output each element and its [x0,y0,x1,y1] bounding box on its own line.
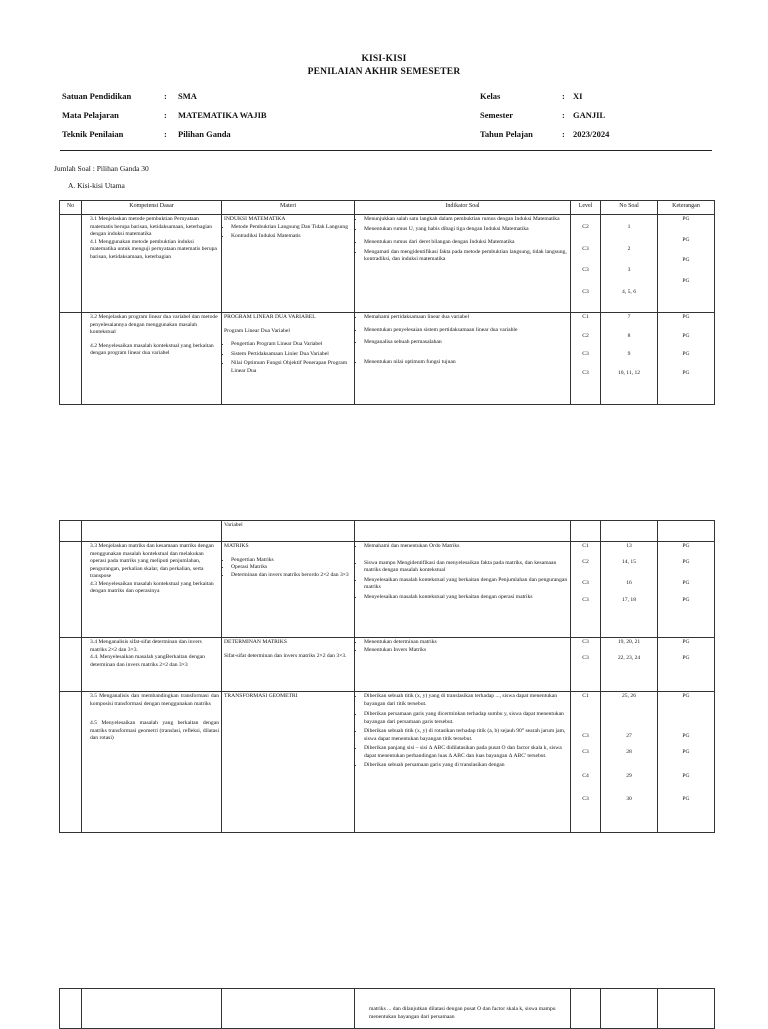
keterangan-value: PG [682,732,690,739]
indikator-continuation-text: matriks ... dan dilanjutkan dilatasi dengan pusat O dan factor skala k, siswa mampu menentukan bayangan dari persamaan [369,1006,556,1020]
keterangan-value: PG [682,236,690,243]
no-soal-value: 8 [627,332,631,339]
header-no: No [60,201,82,215]
keterangan-value: PG [682,596,690,603]
level-value: C3 [582,732,589,739]
table-row [60,521,715,542]
teknik-value: Pilihan Ganda [178,129,231,139]
kelas-value: XI [573,91,583,101]
level-value: C3 [582,245,589,252]
indikator-item: • Menentukan rumus dari deret bilangan dengan Induksi Matematika [364,239,568,247]
indikator-item: • Menentukan determinan matriks [364,639,568,647]
no-soal-value: 29 [626,772,632,779]
materi-item: • Metode Pembuktian Langsung Dan Tidak Langsung [231,224,352,232]
keterangan-value: PG [682,796,690,803]
keterangan-value: PG [682,749,690,756]
colon: : [164,129,167,139]
level-value: C2 [582,558,589,565]
no-soal-value: 2 [627,245,631,252]
keterangan-value: PG [682,257,690,264]
level-value: C3 [582,288,589,295]
keterangan-value: PG [682,654,690,661]
kd-cell [82,692,222,833]
keterangan-value: PG [682,580,690,587]
materi-item: • Determinan dan invers matriks berordo 2×2 dan 3×3 [231,572,352,580]
no-soal-value: 25, 26 [622,693,636,699]
no-soal-cell [601,215,658,313]
level-value: C3 [582,654,589,661]
indikator-item: • Diberikan panjang sisi – sisi Δ ABC didilatasikan pada pusat O dan factor skala k, siswa dapat menentukan perbandingan luas Δ ABC dan luas bayangan Δ ABC' tersebut. [364,745,568,760]
materi-cell [222,638,355,692]
keterangan-value: PG [682,277,690,284]
level-value: C4 [582,772,589,779]
no-soal-cell [601,542,658,638]
no-soal-cell [601,313,658,405]
header-indikator: Indikator Soal [355,201,571,215]
no-soal-value: 13 [626,543,632,549]
colon: : [562,110,565,120]
no-soal-value: 19, 20, 21 [617,639,641,645]
level-value: C3 [582,749,589,756]
keterangan-cell [658,638,715,692]
materi-title: DETERMINAN MATRIKS [224,639,287,645]
keterangan-cell [658,215,715,313]
no-soal-value: 16 [626,580,632,587]
materi-subtitle: Program Linear Dua Variabel [224,327,290,334]
header-level: Level [571,201,601,215]
kd-text: 3.5 Menganalisis dan membandingkan transformasi dan komposisi transformasi dengan menggunakan matriks [90,693,219,707]
materi-item: • Pengertian Matriks [231,557,352,565]
table-row [60,215,715,313]
level-value: C3 [582,580,589,587]
indikator-item: • Menentukan nilai optimum fungsi tujuan [364,359,568,367]
indikator-cell [355,692,571,833]
materi-item: • Kontradiksi Induksi Matematis [231,233,352,241]
level-value: C1 [582,314,589,320]
materi-title: TRANSFORMASI GEOMETRI [224,693,298,699]
indikator-item: • Diberikan sebuah persamaan garis yang di translasikan dengan [364,762,568,770]
indikator-item: • Memahami dan menentukan Ordo Matriks [364,543,568,551]
level-value: C2 [582,332,589,339]
indikator-item: • Menentukan rumus U, yang habis dibagi tiga dengan Induksi Matematika [364,226,568,234]
keterangan-value: PG [682,639,690,645]
keterangan-value: PG [682,693,690,699]
no-soal-value: 28 [626,749,632,756]
indikator-item: • Menganalisa sebuah permasalahan [364,339,568,347]
materi-item: • Pengertian Program Linear Dua Variabel [231,341,352,349]
no-soal-value: 3 [627,267,631,274]
indikator-item: • Menunjukkan salah satu langkah dalam pembuktian rumus dengan Induksi Matematika [364,216,568,224]
satuan-label: Satuan Pendidikan [62,91,132,101]
indikator-item: • Menyelesaikan masalah kontekstual yang berkaitan dengan Penjumlahan dan pengurangan matriks [364,577,568,592]
materi-title: MATRIKS [224,543,249,549]
no-soal-value: 22, 23, 24 [617,654,641,661]
materi-cell [222,542,355,638]
materi-item: • Nilai Optimum Fungsi Objektif Penerapan Program Linear Dua [231,360,352,375]
indikator-item: • Menentukan penyelesaian sistem pertidaksamaan linear dua variable [364,327,568,335]
table-row [60,989,715,1029]
header-materi: Materi [222,201,355,215]
semester-value: GANJIL [573,110,606,120]
kd-cell [82,638,222,692]
keterangan-value: PG [682,332,690,339]
keterangan-value: PG [682,543,690,549]
kd-text: 3.2 Menjelaskan program linear dua variabel dan metode penyelesaiannya dengan menggunakan masalah kontekstual [90,314,218,336]
materi-subtitle: Sifat-sifat determinan dan invers matriks 2×2 dan 3×3. [224,652,347,659]
table-row [60,542,715,638]
materi-cell [222,692,355,833]
kd-text: 4.3 Menyelesaikan masalah kontekstual yang berkaitan dengan matriks dan operasinya [90,580,214,595]
no-soal-value: 9 [627,351,631,358]
keterangan-value: PG [682,369,690,376]
materi-title: PROGRAM LINEAR DUA VARIABEL [224,314,316,320]
keterangan-value: PG [682,314,690,320]
table-row [60,313,715,405]
indikator-item: • Memahami pertidaksamaan linear dua variabel [364,314,568,322]
no-soal-value: 7 [627,314,631,320]
level-value: C3 [582,796,589,803]
no-soal-value: 27 [626,732,632,739]
kd-cell [82,215,222,313]
doc-title-line2: PENILAIAN AKHIR SEMESETER [307,67,461,77]
materi-item: • Sistem Pertidaksamaan Linier Dua Variabel [231,351,352,359]
tahun-value: 2023/2024 [573,129,610,139]
satuan-value: SMA [178,91,197,101]
colon: : [164,110,167,120]
header-divider [60,150,712,151]
kd-text: 4.4. Menyelesaikan masalah yangBerkaitan dengan determinan dan invers matriks 2×2 dan 3×3 [90,654,205,668]
kd-text: 4.5 Menyelesaikan masalah yang berkaitan dengan matriks transformasi geometri (translasi, refleksi, dilatasi dan rotasi) [90,720,219,742]
level-cell [571,215,601,313]
no-soal-cell [601,638,658,692]
kisi-table-page3 [59,988,715,1029]
no-soal-value: 30 [626,796,632,803]
kd-text: 4.2 Menyelesaikan masalah kontekstual yang berkaitan dengan program linear dua variabel [90,342,214,357]
keterangan-value: PG [682,772,690,779]
kd-cell [82,313,222,405]
materi-cell [222,215,355,313]
tahun-label: Tahun Pelajan [480,129,533,139]
section-a-heading: A. Kisi-kisi Utama [68,181,125,190]
keterangan-cell [658,692,715,833]
level-cell [571,692,601,833]
keterangan-cell [658,542,715,638]
level-value: C3 [582,369,589,376]
header-no-soal: No Soal [601,201,658,215]
kd-text: 3.1 Menjelaskan metode pembuktian Pernyataan matematis berupa barisan, ketidaksamaan, keterbagian dengan induksi matematika [90,216,213,238]
colon: : [164,91,167,101]
keterangan-cell [658,313,715,405]
materi-continuation: Variabel [222,521,355,542]
level-cell [571,313,601,405]
level-cell [571,542,601,638]
colon: : [562,91,565,101]
no-soal-value: 14, 15 [622,558,636,565]
materi-item: • Operasi Matriks [231,564,352,572]
level-value: C3 [582,596,589,603]
indikator-cell [355,542,571,638]
indikator-cell [355,215,571,313]
indikator-item: • Menyelesaikan masalah kontekstual yang berkaitan dengan operasi matriks [364,594,568,602]
kisi-table-page2 [59,520,715,833]
level-value: C1 [582,693,589,699]
materi-title: INDUKSI MATEMATIKA [224,216,286,222]
level-value: C3 [582,351,589,358]
no-soal-value: 4, 5, 6 [622,288,636,295]
indikator-cell [355,313,571,405]
jumlah-soal: Jumlah Soal : Pilihan Ganda 30 [54,164,149,173]
kd-text: 3.4 Menganalisis sifat-sifat determinan dan invers matriks 2×2 dan 3×3. [90,639,202,653]
level-value: C2 [582,224,589,230]
level-value: C3 [582,267,589,274]
no-soal-cell [601,692,658,833]
no-soal-value: 1 [627,224,631,230]
kd-text: 3.3 Menjelaskan matriks dan kesamaan matriks dengan menggunakan masalah kontekstual dan melakukan operasi pada matriks yang meliputi penjumlahan, pengurangan, perkalian skalar, dan perkalian, serta transpose [90,543,214,580]
header-kd: Kompetensi Dasar [82,201,222,215]
kd-cell [82,542,222,638]
indikator-item: • Mengamati dan mengidentifikasi fakta pada metode pembuktian langsung, tidak langsung, kontradiksi, dan induksi matematika [364,249,568,264]
semester-label: Semester [480,110,514,120]
kisi-table-page1 [59,200,715,405]
level-value: C1 [582,543,589,549]
colon: : [562,129,565,139]
table-header-row [60,201,715,215]
indikator-item: • Menentukan Invers Matriks [364,647,568,655]
keterangan-value: PG [682,558,690,565]
doc-title-line1: KISI-KISI [361,54,407,64]
no-soal-value: 17, 18 [622,596,636,603]
level-cell [571,638,601,692]
mapel-value: MATEMATIKA WAJIB [178,110,267,120]
mapel-label: Mata Pelajaran [62,110,119,120]
indikator-continuation [355,989,571,1029]
kelas-label: Kelas [480,91,501,101]
kd-text: 4.1 Menggunakan metode pembuktian induksi matematika untuk menguji pernyataan matematis berupa barisan, ketidaksamaan, keterbagian [90,238,217,260]
header-keterangan: Keterangan [658,201,715,215]
keterangan-value: PG [682,351,690,358]
level-value: C3 [582,639,589,645]
indikator-item: • Siswa mampu Mengidentifikasi dan menyelesaikan fakta pada matriks, dan kesamaan matriks dengan masalah kontekstual [364,560,568,575]
teknik-label: Teknik Penilaian [62,129,124,139]
indikator-item: • Diberikan sebuah titik (x, y) di rotasikan terhadap titik (a, b) sejauh 90° searah jarum jam, siswa dapat menentukan bayangan titik tersebut. [364,728,568,743]
materi-cell [222,313,355,405]
keterangan-value: PG [682,216,690,222]
table-row [60,692,715,833]
indikator-item: • Diberikan sebuah titik (x, y) yang di translasikan terhadap ..., siswa dapat menentukan bayangan dari titik tersebut. [364,693,568,708]
indikator-item: • Diberikan persamaan garis yang dicerminkan terhadap sumbu y, siswa dapat menentukan bayangan dari persamaan garis tersebut. [364,711,568,726]
table-row [60,638,715,692]
no-soal-value: 10, 11, 12 [617,369,641,376]
indikator-cell [355,638,571,692]
